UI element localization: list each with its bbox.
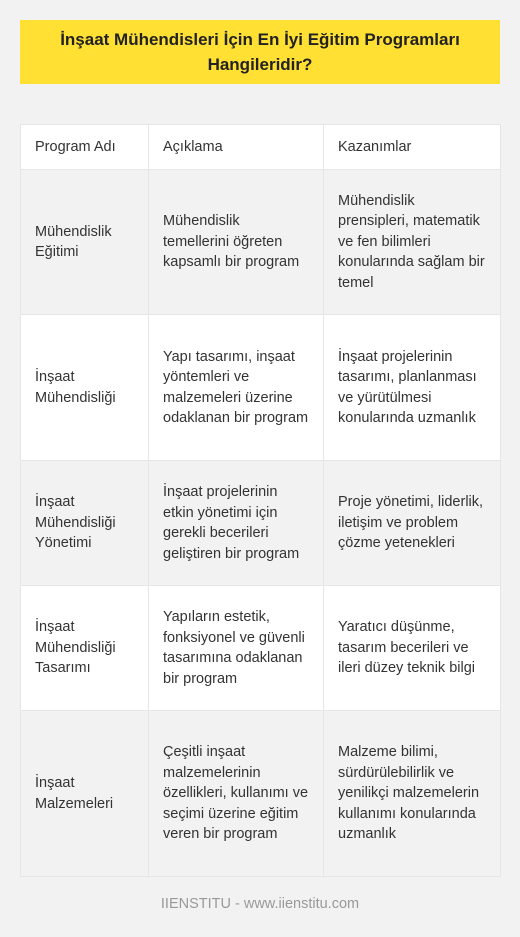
description-cell: Yapı tasarımı, inşaat yöntemleri ve malzemeleri üzerine odaklanan bir program xyxy=(149,315,324,461)
description-cell: Yapıların estetik, fonksiyonel ve güvenli tasarımına odaklanan bir program xyxy=(149,586,324,711)
table-row xyxy=(21,461,501,586)
header-gains: Kazanımlar xyxy=(324,125,501,170)
description-cell: Mühendislik temellerini öğreten kapsamlı bir program xyxy=(149,170,324,315)
header-description: Açıklama xyxy=(149,125,324,170)
title-banner xyxy=(20,20,500,84)
description-cell: Çeşitli inşaat malzemelerinin özellikleri, kullanımı ve seçimi üzerine eğitim veren bir program xyxy=(149,711,324,877)
gains-cell: Yaratıcı düşünme, tasarım becerileri ve ileri düzey teknik bilgi xyxy=(324,586,501,711)
program-name-cell: Mühendislik Eğitimi xyxy=(21,170,149,315)
footer-credit: IIENSTITU - www.iienstitu.com xyxy=(160,896,360,912)
table-header-row xyxy=(21,125,501,170)
program-name-cell: İnşaat Mühendisliği Yönetimi xyxy=(21,461,149,586)
program-name-cell: İnşaat Mühendisliği xyxy=(21,315,149,461)
header-program-name: Program Adı xyxy=(21,125,149,170)
table-row xyxy=(21,170,501,315)
table-row xyxy=(21,711,501,877)
gains-cell: Malzeme bilimi, sürdürülebilirlik ve yenilikçi malzemelerin kullanımı konularında uzmanlık xyxy=(324,711,501,877)
gains-cell: Mühendislik prensipleri, matematik ve fen bilimleri konularında sağlam bir temel xyxy=(324,170,501,315)
table-row xyxy=(21,586,501,711)
description-cell: İnşaat projelerinin etkin yönetimi için gerekli becerileri geliştiren bir program xyxy=(149,461,324,586)
table-row xyxy=(21,315,501,461)
program-name-cell: İnşaat Malzemeleri xyxy=(21,711,149,877)
programs-table xyxy=(20,124,501,877)
program-name-cell: İnşaat Mühendisliği Tasarımı xyxy=(21,586,149,711)
page-title: İnşaat Mühendisleri İçin En İyi Eğitim Programları Hangileridir? xyxy=(60,30,460,74)
gains-cell: Proje yönetimi, liderlik, iletişim ve problem çözme yetenekleri xyxy=(324,461,501,586)
gains-cell: İnşaat projelerinin tasarımı, planlanması ve yürütülmesi konularında uzmanlık xyxy=(324,315,501,461)
